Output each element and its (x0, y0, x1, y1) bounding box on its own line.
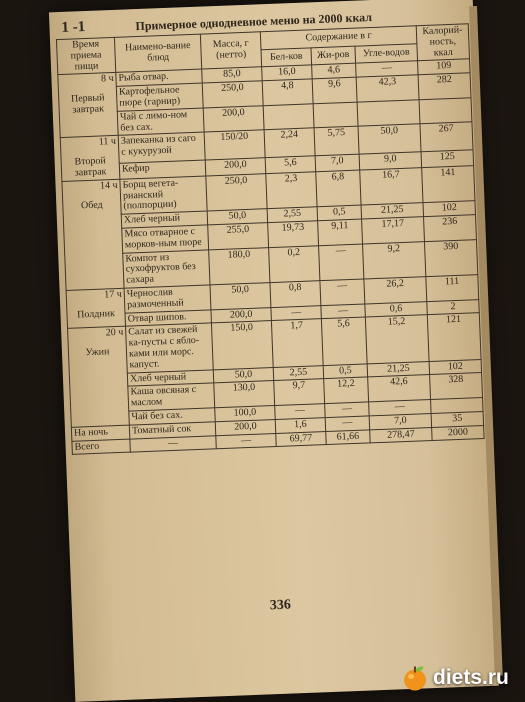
fat-cell: 5,6 (321, 317, 367, 365)
header-protein: Бел-ков (261, 48, 312, 68)
meal-name: Ужин (85, 346, 110, 359)
fat-cell: — (325, 402, 369, 417)
protein-cell: 5,6 (265, 156, 316, 174)
page-title: Примерное однодневное меню на 2000 ккал (135, 9, 373, 34)
mass-cell: 255,0 (208, 223, 269, 250)
protein-cell: 0,2 (269, 245, 320, 282)
dish-cell: Хлеб черный (121, 211, 207, 228)
header-content: Содержание в г (260, 26, 417, 50)
mass-cell: 150/20 (204, 130, 265, 160)
meal-cell (66, 288, 125, 329)
kcal-cell: 141 (422, 165, 475, 202)
header-kcal: Калорий-ность, ккал (416, 24, 469, 61)
carbs-cell: 42,3 (356, 75, 419, 102)
mass-cell: 200,0 (203, 106, 264, 133)
fat-cell: — (320, 279, 365, 305)
meal-cell (62, 179, 124, 290)
kcal-cell: 35 (431, 411, 483, 427)
carbs-cell: 21,25 (361, 203, 424, 219)
meal-hour: 17 ч (104, 288, 122, 301)
carbs-cell: 42,6 (368, 375, 431, 402)
fat-cell: 5,75 (314, 126, 359, 155)
carbs-cell: 21,25 (367, 361, 430, 377)
fat-cell: — (325, 416, 369, 431)
fat-cell: 0,5 (323, 363, 367, 378)
protein-cell: 19,73 (268, 221, 319, 247)
protein-cell: 1,6 (275, 417, 325, 433)
meal-cell (58, 73, 118, 138)
protein-cell: — (275, 404, 325, 420)
fat-cell: 12,2 (324, 377, 369, 403)
kcal-cell: 2 (427, 299, 479, 315)
carbs-cell: 50,0 (358, 124, 421, 154)
mass-cell: 130,0 (214, 381, 275, 408)
book-page (49, 0, 499, 702)
dish-cell: Картофельное пюре (гарнир) (116, 83, 203, 111)
header-dish: Наимено-вание блюд (114, 34, 201, 73)
fat-cell: 61,66 (326, 429, 370, 444)
kcal-cell: 282 (418, 73, 471, 100)
meal-hour: 8 ч (100, 73, 114, 85)
header-fat: Жи-ров (311, 46, 356, 65)
protein-cell: 9,7 (274, 379, 325, 405)
mass-cell: 50,0 (207, 209, 267, 225)
protein-cell: 2,3 (266, 172, 317, 209)
kcal-cell (419, 98, 472, 125)
mass-cell: 50,0 (210, 283, 271, 310)
meal-hour: 14 ч (99, 179, 118, 192)
kcal-cell: 267 (420, 122, 473, 152)
carbs-cell: 9,2 (363, 241, 426, 279)
mass-cell: 200,0 (205, 158, 266, 176)
dish-cell: — (130, 435, 216, 452)
fat-cell: — (319, 244, 364, 281)
watermark (402, 660, 522, 696)
meal-name: Обед (80, 199, 103, 211)
fat-cell: 0,5 (317, 205, 361, 220)
mass-cell: 250,0 (202, 81, 263, 108)
carbs-cell (357, 100, 420, 127)
meal-name: Полдник (76, 307, 116, 321)
fat-cell: 9,11 (318, 219, 363, 245)
mass-cell: 50,0 (213, 367, 273, 383)
kcal-cell: 2000 (432, 425, 484, 441)
carbs-cell: 9,0 (359, 152, 422, 170)
mass-cell: 180,0 (209, 247, 270, 285)
mass-cell: 150,0 (211, 321, 273, 369)
kcal-cell: 109 (418, 59, 470, 75)
dish-cell: Борщ вегета-рианский (полпорции) (120, 176, 207, 215)
fat-cell: 9,6 (312, 77, 357, 103)
kcal-cell: 236 (424, 215, 477, 242)
protein-cell: 2,24 (264, 128, 315, 158)
fat-cell (313, 102, 358, 128)
protein-cell: 16,0 (262, 65, 312, 81)
carbs-cell: 278,47 (370, 427, 433, 443)
kcal-cell: 121 (427, 313, 481, 361)
protein-cell: 2,55 (273, 365, 323, 381)
apple-icon (402, 664, 428, 692)
carbs-cell: 26,2 (364, 277, 427, 304)
mass-cell: 250,0 (206, 173, 267, 211)
carbs-cell: 17,17 (362, 217, 425, 244)
dish-cell: Чай без сах. (129, 408, 215, 425)
dish-cell: Кефир (119, 160, 206, 179)
protein-cell (263, 104, 314, 130)
kcal-cell: 102 (423, 201, 475, 217)
dish-cell: Чай с лимо-ном без сах. (117, 108, 204, 136)
dish-cell: Томатный сок (129, 422, 215, 439)
menu-table-body (58, 59, 484, 454)
corner-mark: 1 -1 (61, 19, 86, 36)
dish-cell: Отвар шипов. (125, 309, 211, 326)
mass-cell: 200,0 (215, 419, 275, 435)
meal-hour: 11 ч (98, 136, 117, 148)
dish-cell: Рыба отвар. (116, 69, 202, 86)
fat-cell: 7,0 (315, 154, 360, 171)
meal-cell (68, 327, 130, 428)
watermark-text: diets.ru (433, 666, 509, 689)
carbs-cell: 0,6 (365, 301, 428, 317)
kcal-cell: 111 (426, 275, 479, 302)
header-carbs: Угле-водов (355, 43, 418, 63)
meal-name: Всего (74, 440, 100, 453)
fat-cell: 6,8 (316, 170, 361, 207)
protein-cell: 69,77 (276, 431, 326, 447)
kcal-cell: 102 (429, 359, 481, 375)
dish-cell: Салат из свежей ка-пусты с ябло-ками или морс. капуст. (126, 323, 214, 372)
meal-name: Второй завтрак (74, 155, 107, 179)
protein-cell: — (271, 305, 321, 321)
carbs-cell: 7,0 (369, 413, 432, 429)
meal-name: На ночь (73, 426, 109, 439)
protein-cell: 4,8 (262, 79, 313, 105)
menu-table (56, 23, 485, 455)
mass-cell: 100,0 (215, 405, 275, 421)
meal-hour: 20 ч (105, 327, 124, 339)
protein-cell: 2,55 (267, 207, 317, 223)
kcal-cell: 328 (430, 373, 483, 400)
carbs-cell: 15,2 (365, 315, 429, 364)
header-mass: Масса, г (нетто) (200, 32, 261, 70)
protein-cell: 1,7 (271, 319, 323, 367)
meal-cell (60, 136, 120, 182)
page-number: 336 (269, 597, 292, 614)
dish-cell: Компот из сухофруктов без сахара (123, 249, 210, 288)
mass-cell: 85,0 (202, 67, 262, 83)
fat-cell: — (321, 304, 365, 319)
carbs-cell: — (356, 61, 419, 77)
kcal-cell: 125 (421, 150, 474, 168)
carbs-cell: 16,7 (360, 167, 423, 205)
dish-cell: Запеканка из саго с кукурузой (118, 132, 205, 163)
header-time: Время приема пищи (56, 37, 115, 75)
dish-cell: Каша овсяная с маслом (128, 383, 215, 411)
dish-cell: Мясо отварное с морков-ным пюре (122, 225, 209, 253)
mass-cell: — (216, 433, 276, 449)
dish-cell: Чернослив размоченный (124, 285, 211, 313)
fat-cell: 4,6 (312, 64, 356, 79)
carbs-cell: — (369, 399, 432, 415)
kcal-cell: 390 (425, 239, 478, 276)
meal-name: Первый завтрак (70, 92, 105, 116)
protein-cell: 0,8 (270, 281, 321, 307)
mass-cell: 200,0 (211, 307, 271, 323)
dish-cell: Хлеб черный (127, 369, 213, 386)
meal-cell (72, 439, 130, 455)
